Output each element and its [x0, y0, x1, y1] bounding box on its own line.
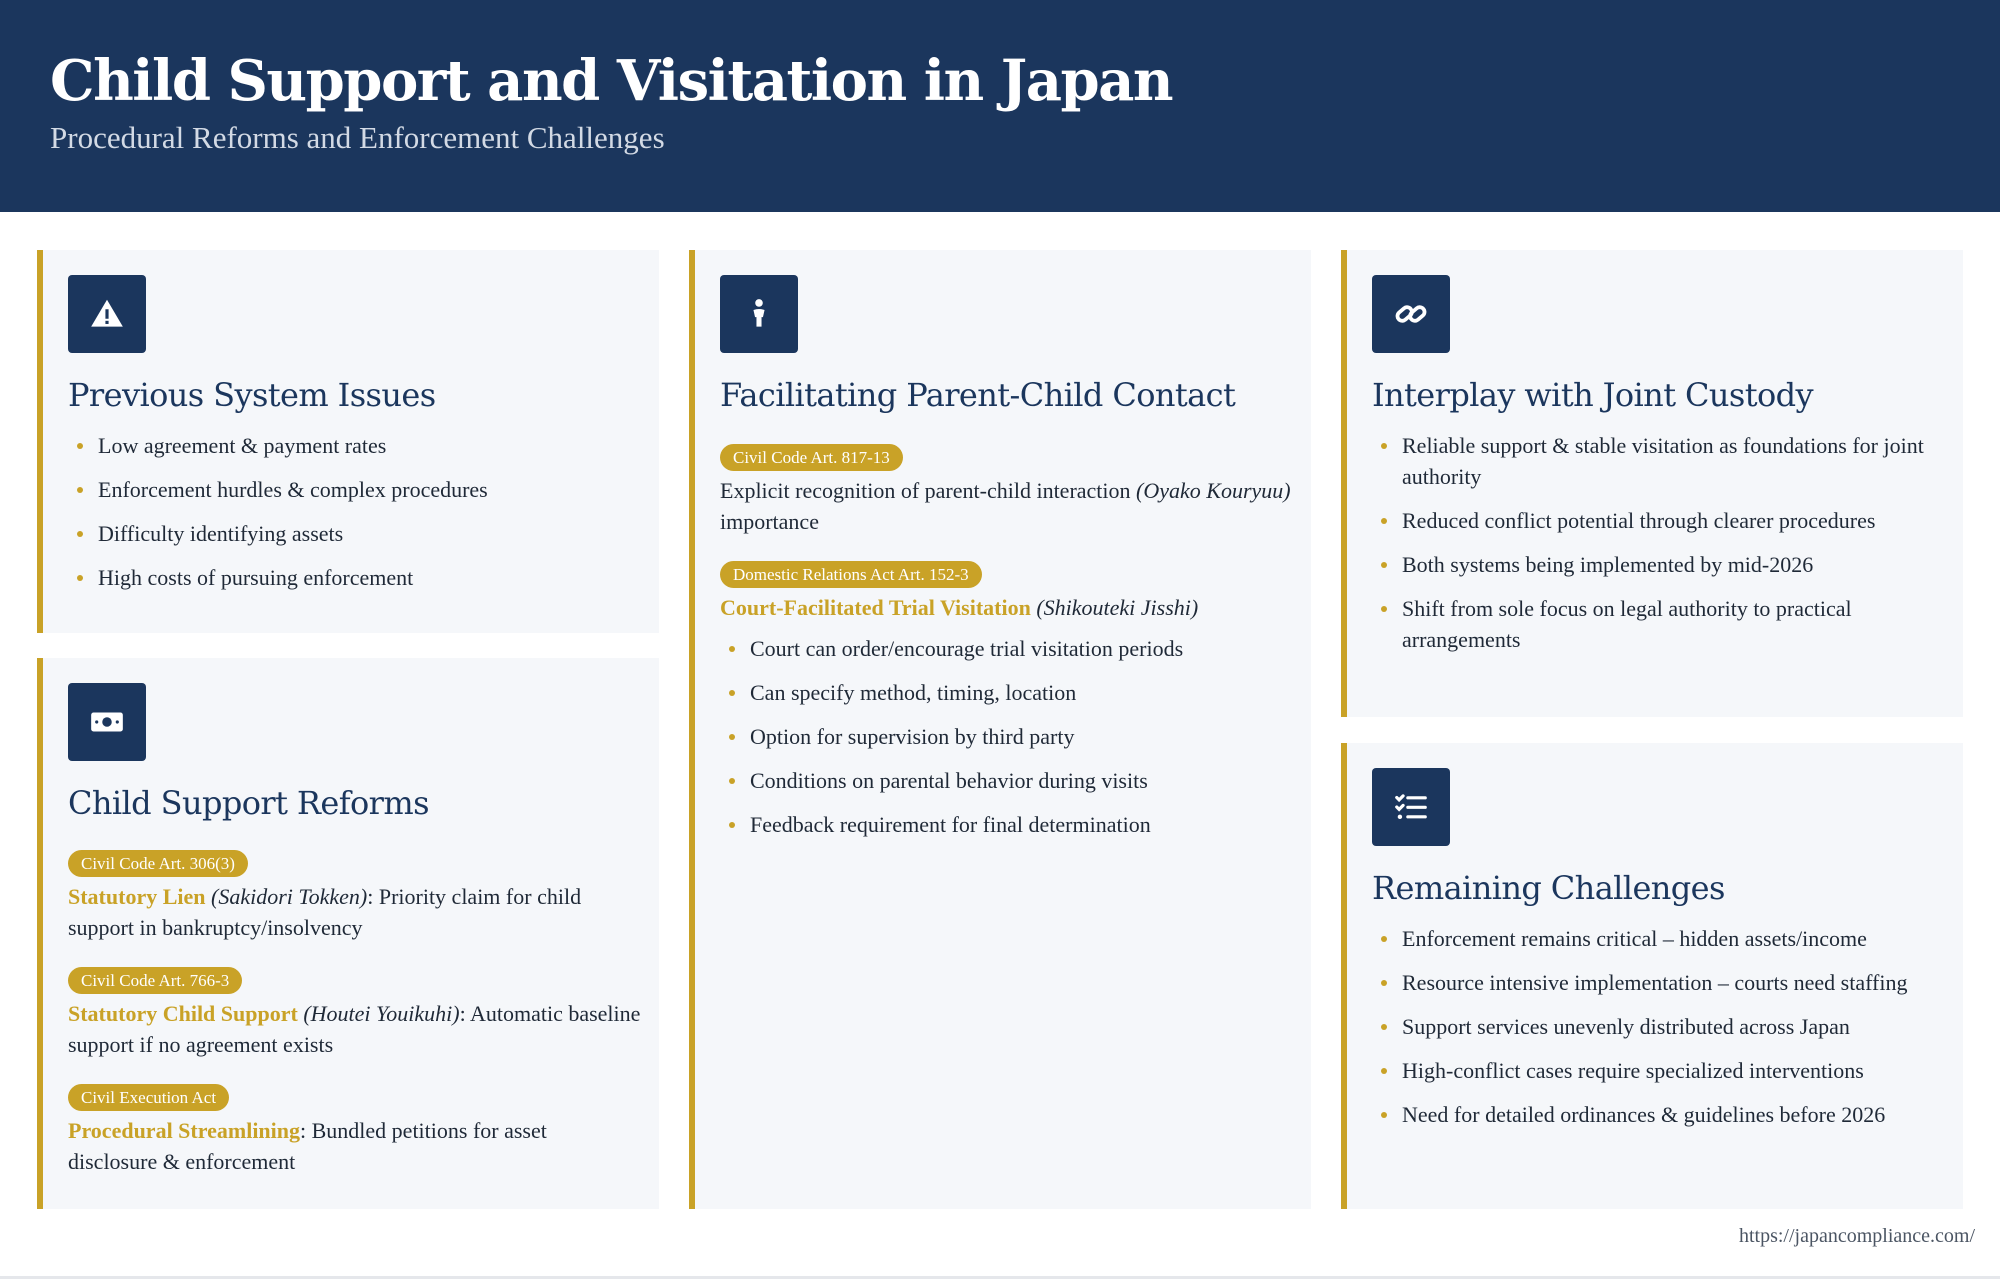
joint-custody-content: [1372, 430, 1945, 668]
parent-child-contact-content: [720, 440, 1293, 853]
reform-item: [68, 963, 641, 1060]
card-parent-child-contact: [689, 250, 1311, 1209]
list-item: Shift from sole focus on legal authority to practical arrangements: [1372, 593, 1945, 655]
reform-description: : Bundled petitions for asset disclosure & enforcement: [68, 1118, 547, 1174]
trial-visitation: [720, 557, 1293, 840]
card-joint-custody: [1341, 250, 1963, 717]
link-icon: [1372, 275, 1450, 353]
law-badge: Civil Code Art. 766-3: [68, 967, 242, 994]
reform-term: Statutory Child Support: [68, 1001, 298, 1026]
card-child-support: [37, 658, 659, 1209]
reform-term-japanese: (Houtei Youikuhi): [303, 1001, 460, 1026]
reform-item: [68, 846, 641, 943]
list-item: Reliable support & stable visitation as foundations for joint authority: [1372, 430, 1945, 492]
child-support-content: [68, 846, 641, 1197]
reform-description: : Priority claim for child support in bankruptcy/insolvency: [68, 884, 582, 940]
reform-item: [68, 1080, 641, 1177]
list-item: Resource intensive implementation – courts need staffing: [1372, 967, 1945, 998]
trial-visitation-list: [720, 633, 1293, 840]
trial-visitation-term-japanese: (Shikouteki Jisshi): [1036, 595, 1199, 620]
child-icon: [720, 275, 798, 353]
list-item: Feedback requirement for final determination: [720, 809, 1293, 840]
footer-url[interactable]: https://japancompliance.com/: [1738, 1225, 1975, 1247]
previous-issues-list: [68, 430, 641, 593]
reform-term: Procedural Streamlining: [68, 1118, 301, 1143]
contact-recognition: [720, 440, 1293, 537]
card-title-previous-issues: Previous System Issues: [68, 376, 436, 414]
list-item: High-conflict cases require specialized interventions: [1372, 1055, 1945, 1086]
remaining-challenges-list: [1372, 923, 1945, 1130]
page-subtitle: Procedural Reforms and Enforcement Challenges: [50, 120, 665, 155]
list-item: Enforcement remains critical – hidden assets/income: [1372, 923, 1945, 954]
checklist-icon: [1372, 768, 1450, 846]
remaining-challenges-content: [1372, 923, 1945, 1143]
list-item: High costs of pursuing enforcement: [68, 562, 641, 593]
list-item: Difficulty identifying assets: [68, 518, 641, 549]
recognition-text: Explicit recognition of parent-child interaction: [720, 478, 1131, 503]
list-item: Both systems being implemented by mid-2026: [1372, 549, 1945, 580]
list-item: Conditions on parental behavior during visits: [720, 765, 1293, 796]
card-title-child-support: Child Support Reforms: [68, 784, 429, 822]
trial-visitation-title: Court-Facilitated Trial Visitation: [720, 595, 1031, 620]
card-title-joint-custody: Interplay with Joint Custody: [1372, 376, 1814, 414]
list-item: Option for supervision by third party: [720, 721, 1293, 752]
list-item: Enforcement hurdles & complex procedures: [68, 474, 641, 505]
law-badge: Domestic Relations Act Art. 152-3: [720, 561, 982, 588]
recognition-term-japanese: (Oyako Kouryuu): [1136, 478, 1291, 503]
reform-description: : Automatic baseline support if no agreement exists: [68, 1001, 641, 1057]
law-badge: Civil Code Art. 306(3): [68, 850, 248, 877]
previous-issues-content: [68, 430, 641, 606]
reform-term-japanese: (Sakidori Tokken): [211, 884, 368, 909]
header-banner: [0, 0, 2000, 212]
law-badge: Civil Code Art. 817-13: [720, 444, 903, 471]
list-item: Low agreement & payment rates: [68, 430, 641, 461]
list-item: Can specify method, timing, location: [720, 677, 1293, 708]
list-item: Need for detailed ordinances & guidelines before 2026: [1372, 1099, 1945, 1130]
page-title: Child Support and Visitation in Japan: [50, 48, 1173, 114]
joint-custody-list: [1372, 430, 1945, 655]
law-badge: Civil Execution Act: [68, 1084, 229, 1111]
warning-icon: [68, 275, 146, 353]
list-item: Reduced conflict potential through clearer procedures: [1372, 505, 1945, 536]
card-title-parent-child-contact: Facilitating Parent-Child Contact: [720, 376, 1236, 414]
list-item: Support services unevenly distributed across Japan: [1372, 1011, 1945, 1042]
list-item: Court can order/encourage trial visitation periods: [720, 633, 1293, 664]
recognition-text-end: importance: [720, 509, 819, 534]
card-remaining-challenges: [1341, 743, 1963, 1209]
reform-term: Statutory Lien: [68, 884, 206, 909]
money-icon: [68, 683, 146, 761]
card-previous-issues: [37, 250, 659, 633]
card-title-remaining-challenges: Remaining Challenges: [1372, 869, 1725, 907]
